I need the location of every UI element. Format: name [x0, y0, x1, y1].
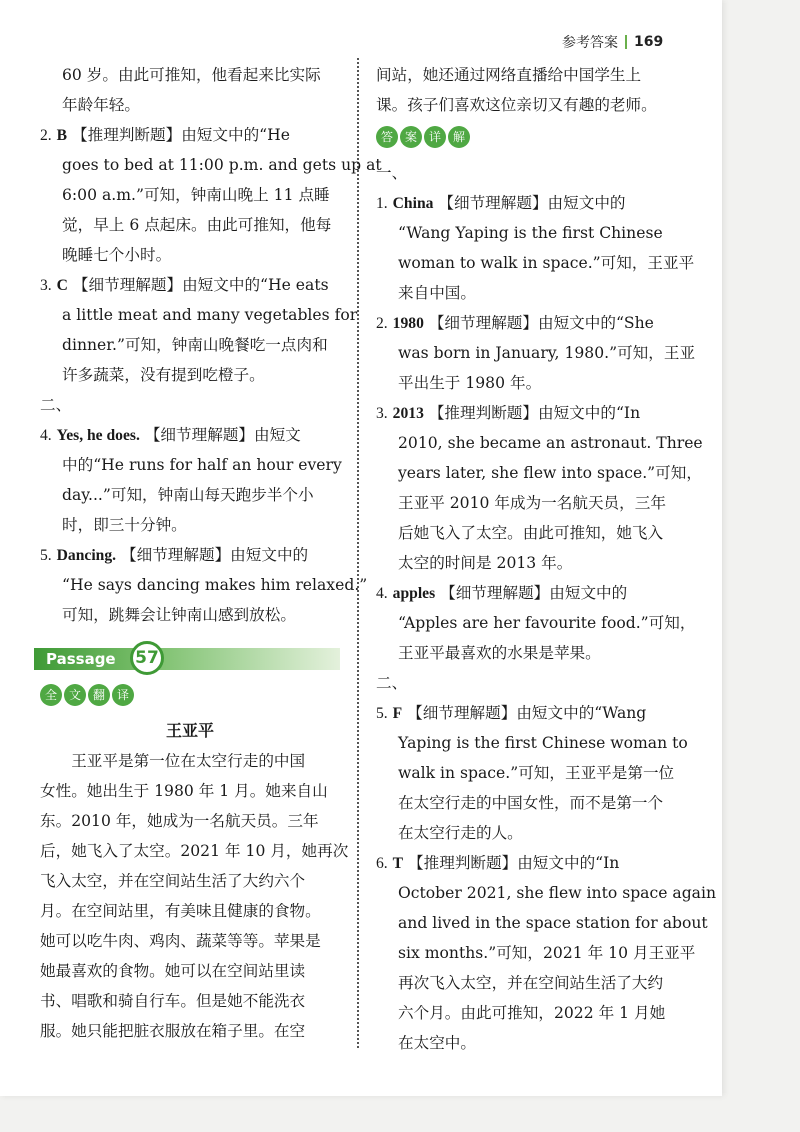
- answer-item: [376, 578, 696, 668]
- item-explanation: 来自中国。: [398, 284, 476, 302]
- section-marker: 二、: [40, 396, 72, 414]
- item-explanation: 【推理判断题】由短文中的“In: [428, 404, 641, 422]
- item-explanation: “Apples are her favourite food.”可知，: [398, 614, 696, 632]
- answer-line: [398, 998, 676, 1028]
- answer-line: [398, 758, 676, 788]
- item-number: 3.: [40, 277, 52, 294]
- answer-line: [40, 540, 340, 570]
- answer-line: [398, 938, 696, 968]
- translation-line: 服。她只能把脏衣服放在箱子里。在空: [40, 1022, 306, 1040]
- answer-line: [398, 338, 696, 368]
- answer-line: [62, 150, 382, 180]
- answer-item: [376, 848, 717, 1058]
- answer-line: [398, 548, 676, 578]
- answer-line: [376, 398, 676, 428]
- item-explanation: woman to walk in space.”可知，王亚平: [398, 254, 695, 272]
- text-line: 间站，她还通过网络直播给中国学生上: [376, 66, 642, 84]
- item-explanation: 后她飞入了太空。由此可推知，她飞入: [398, 524, 664, 542]
- item-number: 6.: [376, 855, 388, 872]
- answer-line: [376, 308, 676, 338]
- text-line: 课。孩子们喜欢这位亲切又有趣的老师。: [376, 96, 657, 114]
- passage-label: Passage: [46, 650, 116, 668]
- answer-line: [398, 818, 676, 848]
- answer-line: [40, 420, 340, 450]
- answer-line: [62, 450, 340, 480]
- answer-line: [62, 510, 340, 540]
- answer-line: [398, 428, 703, 458]
- heading-char: 案: [400, 126, 422, 148]
- item-explanation: 六个月。由此可推知，2022 年 1 月她: [398, 1004, 666, 1022]
- item-explanation: 【细节理解题】由短文中的“He eats: [72, 276, 329, 294]
- item-number: 4.: [40, 427, 52, 444]
- answer-line: [62, 240, 340, 270]
- item-explanation: 王亚平最喜欢的水果是苹果。: [398, 644, 601, 662]
- page-number: 169: [634, 34, 664, 50]
- heading-char: 解: [448, 126, 470, 148]
- translation-line: 后，她飞入了太空。2021 年 10 月，她再次: [40, 842, 349, 860]
- left-column: [40, 60, 382, 1046]
- translation-line: 王亚平是第一位在太空行走的中国: [71, 752, 306, 770]
- answer-item: [40, 420, 340, 540]
- header-section: 参考答案: [562, 35, 618, 51]
- item-answer: T: [392, 855, 404, 872]
- section-marker: 二、: [376, 674, 408, 692]
- item-explanation: years later, she flew into space.”可知，: [398, 464, 702, 482]
- item-explanation: a little meat and many vegetables for: [62, 306, 358, 324]
- item-answer: apples: [392, 585, 436, 602]
- item-number: 5.: [376, 705, 388, 722]
- answer-line: [376, 698, 676, 728]
- continued-text: [40, 60, 340, 120]
- item-explanation: “Wang Yaping is the first Chinese: [398, 224, 663, 242]
- item-answer: B: [56, 127, 68, 144]
- passage-banner: [34, 640, 340, 676]
- item-explanation: 【细节理解题】由短文中的: [440, 584, 628, 602]
- answer-line: [398, 278, 676, 308]
- item-number: 2.: [376, 315, 388, 332]
- answer-line: [40, 120, 340, 150]
- section-marker: 一、: [376, 164, 408, 182]
- right-column: [376, 60, 717, 1058]
- answer-line: [62, 300, 358, 330]
- translation-body: [40, 746, 349, 1046]
- item-explanation: goes to bed at 11:00 p.m. and gets up at: [62, 156, 382, 174]
- answer-line: [40, 270, 340, 300]
- item-explanation: 可知，跳舞会让钟南山感到放松。: [62, 606, 296, 624]
- answer-line: [398, 968, 676, 998]
- answer-line: [376, 848, 676, 878]
- answer-line: [398, 458, 702, 488]
- item-explanation: dinner.”可知，钟南山晚餐吃一点肉和: [62, 336, 328, 354]
- heading-char: 翻: [88, 684, 110, 706]
- answer-line: [398, 248, 695, 278]
- translation-line: 飞入太空，并在空间站生活了大约六个: [40, 872, 306, 890]
- item-number: 5.: [40, 547, 52, 564]
- translation-title: 王亚平: [165, 721, 214, 740]
- answer-line: [398, 518, 676, 548]
- item-explanation: 太空的时间是 2013 年。: [398, 554, 573, 572]
- item-explanation: 许多蔬菜，没有提到吃橙子。: [62, 366, 265, 384]
- item-explanation: 【细节理解题】由短文中的: [438, 194, 626, 212]
- item-explanation: “He says dancing makes him relaxed.”: [62, 576, 368, 594]
- item-explanation: 【细节理解题】由短文中的: [121, 546, 309, 564]
- answer-heading: [376, 126, 676, 152]
- item-answer: Yes, he does.: [56, 427, 140, 444]
- answer-line: [62, 570, 368, 600]
- answer-item: [376, 308, 696, 398]
- item-explanation: 在太空行走的中国女性，而不是第一个: [398, 794, 664, 812]
- item-number: 3.: [376, 405, 388, 422]
- header-divider: [625, 35, 627, 49]
- translation-line: 女性。她出生于 1980 年 1 月。她来自山: [40, 782, 328, 800]
- item-explanation: 【细节理解题】由短文中的“She: [428, 314, 654, 332]
- translation-heading: [40, 684, 340, 710]
- answer-item: [40, 270, 358, 390]
- item-answer: C: [56, 277, 68, 294]
- item-answer: 2013: [392, 405, 424, 422]
- translation-line: 她最喜欢的食物。她可以在空间站里读: [40, 962, 306, 980]
- item-explanation: 【细节理解题】由短文: [144, 426, 301, 444]
- answer-line: [398, 218, 676, 248]
- answer-line: [398, 728, 688, 758]
- item-explanation: was born in January, 1980.”可知，王亚: [398, 344, 696, 362]
- item-number: 2.: [40, 127, 52, 144]
- answer-item: [376, 188, 695, 308]
- answer-line: [398, 788, 676, 818]
- translation-line: 书、唱歌和骑自行车。但是她不能洗衣: [40, 992, 306, 1010]
- item-explanation: 【推理判断题】由短文中的“In: [408, 854, 620, 872]
- answer-item: [376, 398, 703, 578]
- answer-line: [62, 330, 340, 360]
- answer-line: [398, 1028, 676, 1058]
- answer-line: [398, 908, 708, 938]
- text-line: 60 岁。由此可推知，他看起来比实际: [62, 66, 321, 84]
- answer-line: [398, 608, 696, 638]
- item-number: 4.: [376, 585, 388, 602]
- item-answer: China: [392, 195, 434, 212]
- item-explanation: 觉，早上 6 点起床。由此可推知，他每: [62, 216, 332, 234]
- answer-line: [398, 488, 676, 518]
- answer-line: [398, 878, 717, 908]
- answer-line: [62, 360, 340, 390]
- item-explanation: 【细节理解题】由短文中的“Wang: [407, 704, 647, 722]
- answer-line: [398, 368, 676, 398]
- answer-line: [376, 578, 676, 608]
- item-explanation: Yaping is the first Chinese woman to: [398, 734, 688, 752]
- answer-line: [62, 480, 340, 510]
- heading-char: 译: [112, 684, 134, 706]
- item-answer: F: [392, 705, 403, 722]
- item-explanation: 中的“He runs for half an hour every: [62, 456, 342, 474]
- item-explanation: 2010, she became an astronaut. Three: [398, 434, 703, 452]
- answer-line: [62, 210, 340, 240]
- item-explanation: 在太空中。: [398, 1034, 476, 1052]
- item-answer: Dancing.: [56, 547, 117, 564]
- item-explanation: October 2021, she flew into space again: [398, 884, 717, 902]
- answer-item: [40, 120, 382, 270]
- column-divider: [357, 58, 359, 1048]
- heading-char: 全: [40, 684, 62, 706]
- translation-line: 东。2010 年，她成为一名航天员。三年: [40, 812, 319, 830]
- item-explanation: 【推理判断题】由短文中的“He: [72, 126, 290, 144]
- item-explanation: day...”可知，钟南山每天跑步半个小: [62, 486, 314, 504]
- passage-number: 57: [130, 641, 164, 675]
- item-explanation: 6:00 a.m.”可知，钟南山晚上 11 点睡: [62, 186, 330, 204]
- translation-line: 她可以吃牛肉、鸡肉、蔬菜等等。苹果是: [40, 932, 321, 950]
- answer-line: [398, 638, 676, 668]
- answer-item: [40, 540, 368, 630]
- heading-char: 文: [64, 684, 86, 706]
- item-explanation: 王亚平 2010 年成为一名航天员，三年: [398, 494, 666, 512]
- answer-line: [62, 180, 340, 210]
- answer-item: [376, 698, 688, 848]
- item-explanation: 晚睡七个小时。: [62, 246, 172, 264]
- translation-line: 月。在空间站里，有美味且健康的食物。: [40, 902, 321, 920]
- item-explanation: and lived in the space station for about: [398, 914, 708, 932]
- answer-line: [62, 600, 340, 630]
- item-explanation: 在太空行走的人。: [398, 824, 523, 842]
- item-explanation: 平出生于 1980 年。: [398, 374, 542, 392]
- item-explanation: 再次飞入太空，并在空间站生活了大约: [398, 974, 664, 992]
- heading-char: 答: [376, 126, 398, 148]
- text-line: 年龄年轻。: [62, 96, 140, 114]
- item-explanation: walk in space.”可知，王亚平是第一位: [398, 764, 675, 782]
- answer-line: [376, 188, 676, 218]
- item-answer: 1980: [392, 315, 424, 332]
- item-number: 1.: [376, 195, 388, 212]
- page-header: [562, 32, 663, 52]
- heading-char: 详: [424, 126, 446, 148]
- item-explanation: 时，即三十分钟。: [62, 516, 187, 534]
- item-explanation: six months.”可知，2021 年 10 月王亚平: [398, 944, 696, 962]
